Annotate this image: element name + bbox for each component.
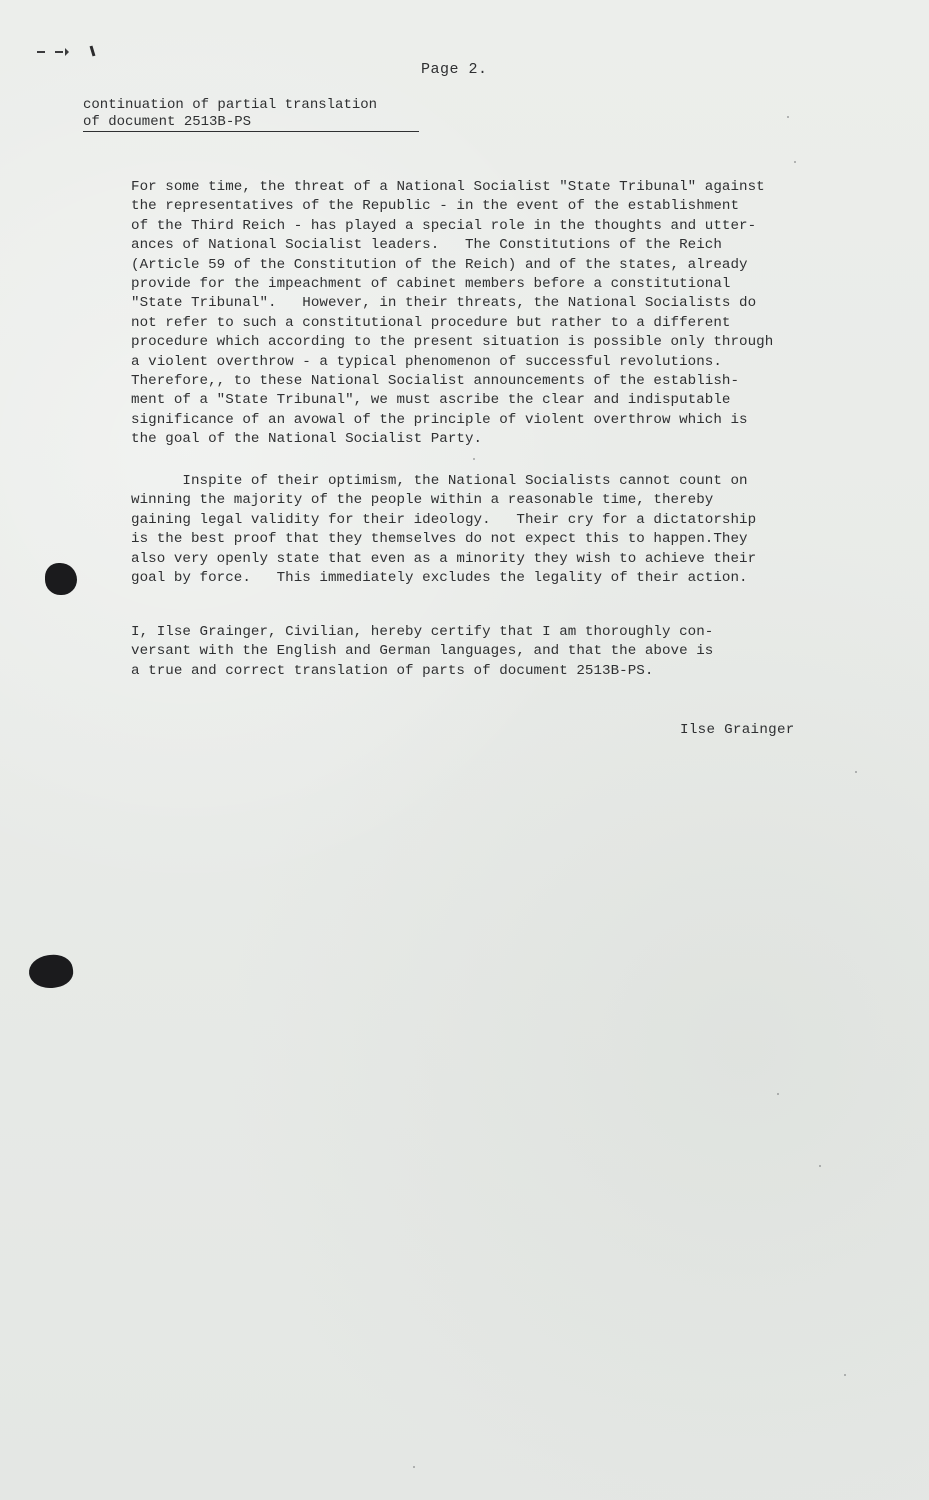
paragraph-line: goal by force. This immediately excludes the legality of their action.	[131, 570, 748, 587]
paragraph-line: also very openly state that even as a minority they wish to achieve their	[131, 550, 757, 567]
paper-speck	[819, 1165, 821, 1167]
page-number: Page 2.	[421, 61, 488, 78]
paragraph-line: ances of National Socialist leaders. The Constitutions of the Reich	[131, 237, 722, 254]
document-header	[83, 97, 423, 132]
paper-speck	[787, 116, 789, 118]
paragraph-optimism	[131, 472, 756, 588]
header-line-1: continuation of partial translation	[83, 97, 378, 113]
paper-speck	[473, 458, 475, 460]
paragraph-line: versant with the English and German languages, and that the above is	[131, 643, 714, 660]
paragraph-line: Therefore,, to these National Socialist announcements of the establish-	[131, 373, 740, 390]
paragraph-line: procedure which according to the present situation is possible only through	[131, 334, 774, 351]
paragraph-line: gaining legal validity for their ideology. Their cry for a dictatorship	[131, 511, 757, 528]
paragraph-line: significance of an avowal of the principle of violent overthrow which is	[131, 411, 748, 428]
punch-hole-icon	[45, 563, 77, 595]
paper-speck	[794, 161, 796, 163]
paragraph-line: ment of a "State Tribunal", we must ascribe the clear and indisputable	[131, 392, 731, 409]
paragraph-line: of the Third Reich - has played a special role in the thoughts and utter-	[131, 217, 757, 234]
punch-hole-icon	[27, 952, 75, 991]
signature-name: Ilse Grainger	[680, 722, 795, 738]
corner-mark-icon	[35, 42, 105, 62]
translator-certification	[131, 623, 713, 681]
paragraph-line: (Article 59 of the Constitution of the Reich) and of the states, already	[131, 256, 748, 273]
paragraph-line: the representatives of the Republic - in the event of the establishment	[131, 198, 740, 215]
paragraph-line: not refer to such a constitutional procedure but rather to a different	[131, 314, 731, 331]
paragraph-state-tribunal	[131, 178, 773, 450]
paragraph-line: "State Tribunal". However, in their threats, the National Socialists do	[131, 295, 757, 312]
header-line-2: of document 2513B-PS	[83, 114, 419, 132]
paragraph-line: a violent overthrow - a typical phenomenon of successful revolutions.	[131, 353, 722, 370]
paragraph-line: I, Ilse Grainger, Civilian, hereby certify that I am thoroughly con-	[131, 624, 714, 640]
paragraph-line: Inspite of their optimism, the National Socialists cannot count on	[131, 473, 748, 489]
paragraph-line: winning the majority of the people within a reasonable time, thereby	[131, 492, 714, 509]
paragraph-line: For some time, the threat of a National Socialist "State Tribunal" against	[131, 179, 765, 195]
paper-speck	[777, 1093, 779, 1095]
paragraph-line: a true and correct translation of parts of document 2513B-PS.	[131, 662, 654, 679]
paper-speck	[844, 1374, 846, 1376]
paragraph-line: the goal of the National Socialist Party.	[131, 431, 483, 448]
paragraph-line: is the best proof that they themselves do not expect this to happen.They	[131, 531, 748, 548]
paragraph-line: provide for the impeachment of cabinet members before a constitutional	[131, 276, 731, 293]
paper-speck	[855, 771, 857, 773]
paper-speck	[413, 1466, 415, 1468]
